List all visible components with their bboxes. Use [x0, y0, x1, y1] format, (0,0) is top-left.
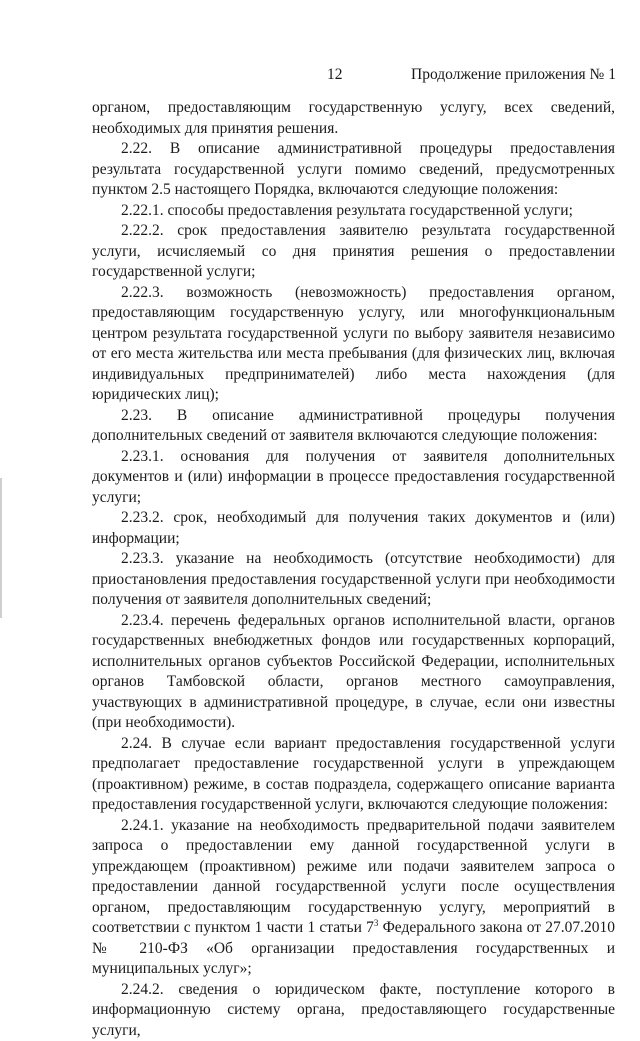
appendix-continuation-title: Продолжение приложения № 1: [411, 66, 616, 84]
paragraph-2-24: 2.24. В случае если вариант предоставления государственной услуги предполагает предоставление государственной услуги в упреждающем (проактивном) режиме, в состав подраздела, содержащего описание варианта предоставления государственной услуги, включаются следующие положения:: [92, 734, 615, 816]
article-superscript: 3: [374, 918, 379, 928]
paragraph-2-22: 2.22. В описание административной процедуры предоставления результата государственной услуги помимо сведений, предусмотренных пунктом 2.5 настоящего Порядка, включаются следующие положения:: [92, 139, 615, 201]
paragraph-2-23-3: 2.23.3. указание на необходимость (отсутствие необходимости) для приостановления предоставления государственной услуги при необходимости получения от заявителя дополнительных сведений;: [92, 549, 615, 611]
page-number: 12: [327, 66, 343, 84]
paragraph-2-22-3: 2.22.3. возможность (невозможность) предоставления органом, предоставляющим государственную услугу, или многофункциональным центром результата государственной услуги по выбору заявителя независимо от его места жительства или места пребывания (для физических лиц, включая индивидуальных предпринимателей) либо места нахождения (для юридических лиц);: [92, 283, 615, 406]
paragraph: органом, предоставляющим государственную услугу, всех сведений, необходимых для принятия решения.: [92, 98, 615, 139]
paragraph-2-24-1-text-end: Федерального закона от 27.07.2010 № 210-ФЗ «Об организации предоставления государственных и муниципальных услуг»;: [92, 919, 615, 977]
paragraph-2-23: 2.23. В описание административной процедуры получения дополнительных сведений от заявителя включаются следующие положения:: [92, 406, 615, 447]
scan-edge-mark: [0, 478, 2, 618]
paragraph-2-22-2: 2.22.2. срок предоставления заявителю результата государственной услуги, исчисляемый со дня принятия решения о предоставлении государственной услуги;: [92, 221, 615, 283]
paragraph-2-24-1-text-start: 2.24.1. указание на необходимость предварительной подачи заявителем запроса о предоставлении ему данной государственной услуги в упреждающем (проактивном) режиме или подачи заявителем запроса о предоставлении данной государственной услуги после осуществления органом, предоставляющим государственную услугу, мероприятий в соответствии с пунктом 1 части 1 статьи 7: [92, 817, 615, 937]
paragraph-2-23-1: 2.23.1. основания для получения от заявителя дополнительных документов и (или) информации в процессе предоставления государственной услуги;: [92, 447, 615, 509]
paragraph-2-23-4: 2.23.4. перечень федеральных органов исполнительной власти, органов государственных внебюджетных фондов или государственных корпораций, исполнительных органов субъектов Российской Федерации, исполнительных органов Тамбовской области, органов местного самоуправления, участвующих в административной процедуре, в случае, если они известны (при необходимости).: [92, 611, 615, 734]
paragraph-2-24-1: [92, 816, 615, 980]
paragraph-2-23-2: 2.23.2. срок, необходимый для получения таких документов и (или) информации;: [92, 508, 615, 549]
paragraph-2-24-2: 2.24.2. сведения о юридическом факте, поступление которого в информационную систему органа, предоставляющего государственные услуги,: [92, 980, 615, 1041]
document-body: [92, 98, 615, 1041]
paragraph-2-22-1: 2.22.1. способы предоставления результата государственной услуги;: [92, 201, 615, 222]
